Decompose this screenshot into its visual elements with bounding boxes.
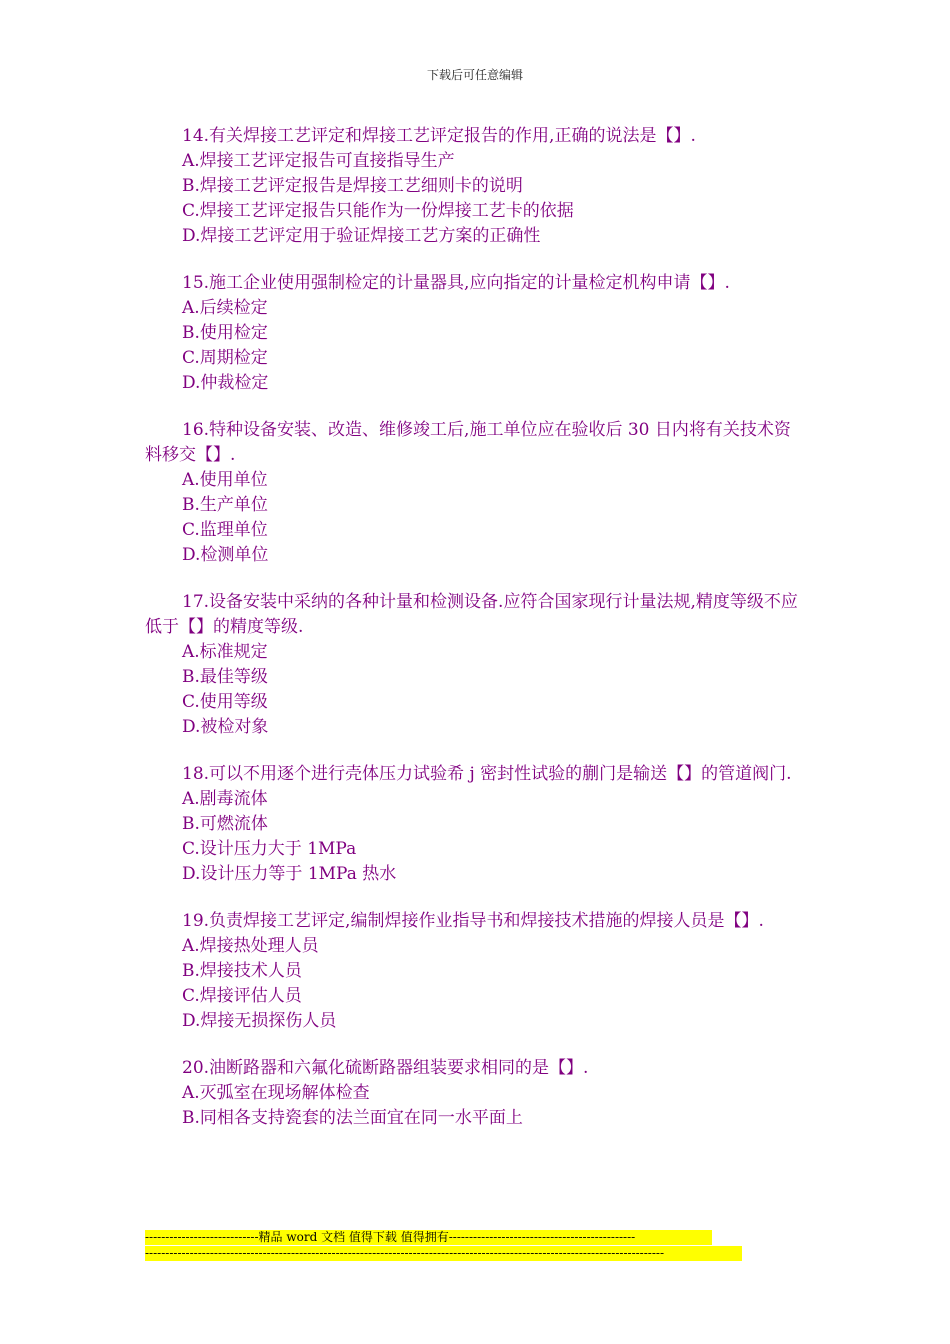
option-c: C.焊接工艺评定报告只能作为一份焊接工艺卡的依据 [182, 201, 574, 221]
question-stem: 18.可以不用逐个进行壳体压力试验希 j 密封性试验的蒯门是输送【】的管道阀门. [182, 764, 792, 784]
option-c: C.监理单位 [182, 520, 268, 540]
option-c: C.设计压力大于 1MPa [182, 839, 357, 859]
footer-dash-line: -------------------------------------------------------------------------------------------------------------------------------- [145, 1246, 742, 1261]
option-c: C.周期检定 [182, 348, 268, 368]
question-stem: 17.设备安装中采纳的各种计量和检测设备.应符合国家现行计量法规,精度等级不应低于【】的精度等级. [145, 592, 798, 637]
option-b: B.焊接技术人员 [182, 961, 302, 981]
option-b: B.焊接工艺评定报告是焊接工艺细则卡的说明 [182, 176, 523, 196]
question-18 [145, 762, 805, 887]
option-a: A.使用单位 [182, 470, 268, 490]
option-c: C.使用等级 [182, 692, 268, 712]
question-17 [145, 590, 805, 740]
question-16 [145, 418, 805, 568]
question-19 [145, 909, 805, 1034]
question-list [145, 124, 805, 1153]
question-stem: 14.有关焊接工艺评定和焊接工艺评定报告的作用,正确的说法是【】. [182, 126, 696, 146]
option-d: D.设计压力等于 1MPa 热水 [182, 864, 397, 884]
option-a: A.灭弧室在现场解体检查 [182, 1083, 370, 1103]
option-b: B.同相各支持瓷套的法兰面宜在同一水平面上 [182, 1108, 523, 1128]
option-a: A.后续检定 [182, 298, 268, 318]
option-a: A.焊接热处理人员 [182, 936, 319, 956]
question-15 [145, 271, 805, 396]
option-d: D.焊接工艺评定用于验证焊接工艺方案的正确性 [182, 226, 541, 246]
option-d: D.焊接无损探伤人员 [182, 1011, 337, 1031]
option-b: B.最佳等级 [182, 667, 268, 687]
question-20 [145, 1056, 805, 1131]
option-d: D.检测单位 [182, 545, 269, 565]
option-b: B.使用检定 [182, 323, 268, 343]
option-a: A.标准规定 [182, 642, 268, 662]
option-d: D.仲裁检定 [182, 373, 269, 393]
option-a: A.剧毒流体 [182, 789, 268, 809]
page-footer [145, 1230, 742, 1261]
option-b: B.生产单位 [182, 495, 268, 515]
question-stem: 15.施工企业使用强制检定的计量器具,应向指定的计量检定机构申请【】. [182, 273, 730, 293]
option-b: B.可燃流体 [182, 814, 268, 834]
option-a: A.焊接工艺评定报告可直接指导生产 [182, 151, 455, 171]
footer-banner-line: ----------------------------精品 word 文档 值得下载 值得拥有---------------------------------------------- [145, 1230, 712, 1245]
question-stem: 20.油断路器和六氟化硫断路器组装要求相同的是【】. [182, 1058, 589, 1078]
option-d: D.被检对象 [182, 717, 269, 737]
option-c: C.焊接评估人员 [182, 986, 302, 1006]
question-stem: 16.特种设备安装、改造、维修竣工后,施工单位应在验收后 30 日内将有关技术资料移交【】. [145, 420, 791, 465]
question-stem: 19.负责焊接工艺评定,编制焊接作业指导书和焊接技术措施的焊接人员是【】. [182, 911, 764, 931]
question-14 [145, 124, 805, 249]
page-header: 下载后可任意编辑 [426, 68, 523, 82]
